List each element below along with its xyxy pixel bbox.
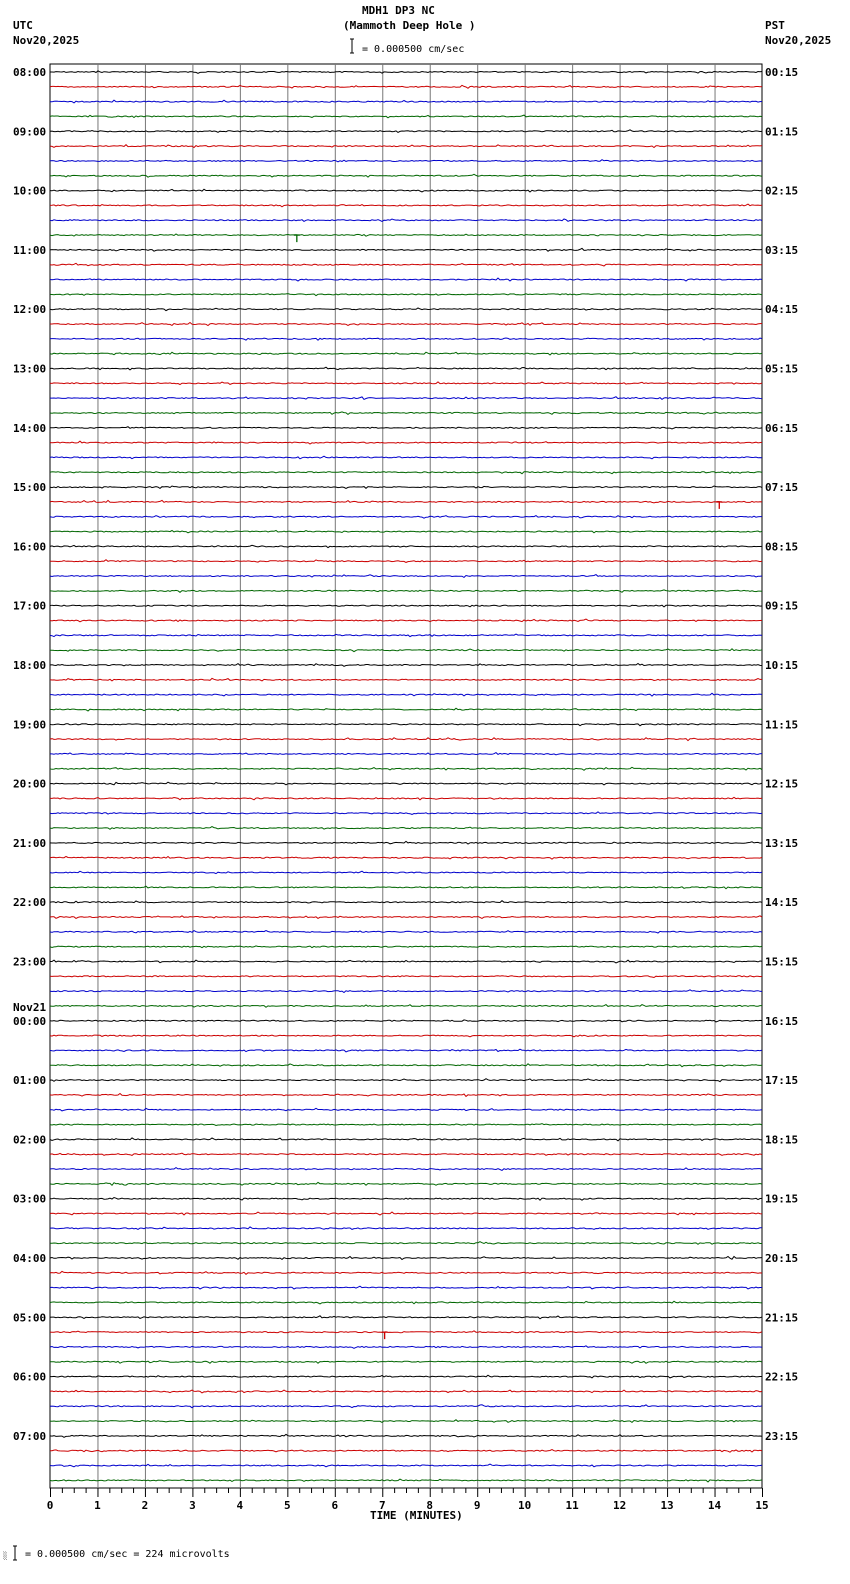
x-tick-label: 11 [565, 1499, 579, 1512]
utc-hour-label: 20:00 [13, 777, 47, 791]
seismic-trace [50, 397, 762, 400]
x-tick-label: 15 [755, 1499, 769, 1512]
seismic-trace [50, 352, 762, 355]
scale-bar-icon [350, 39, 354, 53]
x-tick-label: 1 [94, 1499, 101, 1512]
seismic-trace [50, 219, 762, 221]
seismic-trace [50, 960, 762, 963]
seismic-trace [50, 827, 762, 830]
seismic-trace [50, 145, 762, 148]
seismic-trace [50, 115, 762, 118]
x-tick-label: 2 [141, 1499, 149, 1512]
pst-hour-label: 14:15 [765, 896, 799, 910]
utc-hour-label: 08:00 [13, 66, 47, 79]
pst-hour-label: 18:15 [765, 1133, 799, 1147]
pst-hour-label: 20:15 [765, 1252, 799, 1265]
utc-label: UTC [13, 19, 33, 32]
seismic-trace [50, 294, 762, 296]
pst-hour-label: 00:15 [765, 66, 799, 79]
seismic-trace [50, 560, 762, 563]
pst-label: PST [765, 19, 785, 32]
pst-hour-label: 06:15 [765, 421, 799, 435]
footer-mark-icon: ░ [3, 1552, 8, 1560]
seismic-trace [50, 901, 762, 903]
seismic-trace [50, 1420, 762, 1423]
seismic-event [716, 502, 722, 509]
seismic-trace [50, 441, 762, 444]
seismic-trace [50, 753, 762, 755]
seismic-trace [50, 1064, 762, 1067]
utc-hour-label: 17:00 [13, 599, 47, 613]
seismic-trace [50, 590, 762, 592]
date-change-label: Nov21 [13, 1000, 47, 1014]
seismic-trace [50, 1375, 762, 1378]
seismic-trace [50, 812, 762, 815]
seismic-trace [50, 160, 762, 162]
utc-hour-label: 07:00 [13, 1429, 47, 1443]
seismic-trace [50, 1434, 762, 1437]
x-tick-label: 8 [426, 1499, 434, 1512]
utc-hour-label: 02:00 [13, 1133, 47, 1147]
seismic-trace [50, 1286, 762, 1289]
pst-hour-label: 07:15 [765, 481, 799, 495]
station-title: MDH1 DP3 NC [362, 4, 435, 17]
x-tick-label: 6 [331, 1499, 339, 1512]
utc-date: Nov20,2025 [13, 34, 80, 47]
x-tick-label: 14 [707, 1499, 722, 1512]
seismic-trace [50, 174, 762, 177]
seismic-trace [50, 1227, 762, 1230]
seismic-trace [50, 1390, 762, 1393]
seismic-trace [50, 649, 762, 652]
utc-hour-label: 01:00 [13, 1074, 47, 1088]
seismic-trace [50, 1464, 762, 1467]
pst-hour-label: 05:15 [765, 362, 799, 376]
utc-hour-label: 18:00 [13, 659, 47, 672]
seismic-trace [50, 472, 762, 474]
x-tick-label: 3 [189, 1499, 196, 1512]
seismic-trace [50, 708, 762, 711]
seismic-trace [50, 1257, 762, 1260]
seismic-trace [50, 338, 762, 340]
utc-hour-label: 22:00 [13, 896, 47, 910]
x-tick-label: 9 [473, 1499, 481, 1512]
plot-frame [50, 64, 762, 1488]
seismic-trace [50, 693, 762, 696]
seismic-trace [50, 85, 762, 88]
seismic-trace [50, 1212, 762, 1215]
x-axis-label: TIME (MINUTES) [370, 1509, 463, 1522]
pst-hour-label: 04:15 [765, 303, 799, 317]
seismic-trace [50, 100, 762, 103]
seismic-trace [50, 323, 762, 326]
seismic-trace [50, 1479, 762, 1482]
pst-hour-label: 23:15 [765, 1429, 799, 1443]
seismic-trace [50, 1124, 762, 1126]
seismic-trace [50, 1405, 762, 1408]
seismic-trace [50, 500, 762, 503]
pst-hour-label: 08:15 [765, 540, 799, 554]
seismic-trace [50, 308, 762, 311]
pst-hour-label: 16:15 [765, 1014, 799, 1028]
utc-hour-label: 21:00 [13, 836, 47, 850]
seismic-trace [50, 234, 762, 236]
seismic-trace [50, 278, 762, 281]
seismic-trace [50, 678, 762, 681]
pst-hour-label: 21:15 [765, 1311, 799, 1325]
utc-hour-label: 14:00 [13, 421, 47, 435]
seismic-trace [50, 664, 762, 667]
seismic-trace [50, 1108, 762, 1111]
seismic-trace [50, 486, 762, 488]
seismic-trace [50, 782, 762, 785]
pst-hour-label: 03:15 [765, 243, 799, 257]
seismic-trace [50, 976, 762, 978]
utc-hour-label: 00:00 [13, 1014, 47, 1028]
seismic-trace [50, 841, 762, 844]
seismic-trace [50, 990, 762, 993]
seismic-trace [50, 1138, 762, 1141]
seismic-trace [50, 738, 762, 741]
seismic-trace [50, 412, 762, 415]
seismic-trace [50, 1153, 762, 1155]
utc-hour-label: 04:00 [13, 1252, 47, 1265]
seismic-trace [50, 1168, 762, 1171]
seismic-trace [50, 871, 762, 873]
seismic-trace [50, 916, 762, 919]
seismic-trace [50, 946, 762, 948]
station-location: (Mammoth Deep Hole ) [343, 19, 476, 32]
seismic-trace [50, 1182, 762, 1185]
seismic-trace [50, 456, 762, 459]
seismic-trace [50, 71, 762, 73]
pst-hour-label: 13:15 [765, 836, 799, 850]
pst-hour-label: 19:15 [765, 1192, 799, 1206]
seismic-trace [50, 189, 762, 192]
seismic-trace [50, 263, 762, 266]
seismic-trace [50, 1020, 762, 1022]
pst-hour-label: 17:15 [765, 1074, 799, 1088]
seismic-trace [50, 724, 762, 726]
seismic-trace [50, 516, 762, 519]
seismic-trace [50, 605, 762, 607]
seismic-trace [50, 1094, 762, 1097]
utc-hour-label: 11:00 [13, 243, 47, 257]
seismic-trace [50, 204, 762, 207]
scale-text: = 0.000500 cm/sec [362, 44, 465, 55]
seismic-event [294, 235, 300, 242]
seismic-trace [50, 382, 762, 385]
x-tick-label: 4 [236, 1499, 244, 1512]
x-tick-label: 7 [378, 1499, 386, 1512]
seismic-trace [50, 1049, 762, 1052]
seismic-trace [50, 634, 762, 637]
pst-hour-label: 02:15 [765, 184, 799, 198]
seismic-trace [50, 1331, 762, 1333]
pst-hour-label: 22:15 [765, 1370, 799, 1384]
seismic-trace [50, 130, 762, 133]
x-tick-label: 10 [518, 1499, 532, 1512]
seismic-trace [50, 1450, 762, 1453]
seismic-trace [50, 367, 762, 370]
x-tick-label: 0 [46, 1499, 54, 1512]
seismic-trace [50, 545, 762, 547]
utc-hour-label: 03:00 [13, 1192, 47, 1206]
seismic-trace [50, 857, 762, 860]
seismic-trace [50, 1198, 762, 1201]
seismic-trace [50, 248, 762, 251]
seismic-trace [50, 931, 762, 933]
utc-hour-label: 09:00 [13, 125, 47, 139]
utc-hour-label: 12:00 [13, 303, 47, 317]
pst-hour-label: 12:15 [765, 777, 799, 791]
utc-hour-label: 16:00 [13, 540, 47, 554]
seismic-trace [50, 531, 762, 533]
x-tick-label: 12 [612, 1499, 627, 1512]
utc-hour-label: 05:00 [13, 1311, 47, 1325]
seismic-trace [50, 619, 762, 622]
seismic-trace [50, 1079, 762, 1082]
utc-hour-label: 19:00 [13, 718, 47, 732]
pst-hour-label: 11:15 [765, 718, 799, 732]
seismic-trace [50, 1361, 762, 1364]
pst-hour-label: 09:15 [765, 599, 799, 613]
utc-hour-label: 10:00 [13, 184, 47, 198]
seismic-trace [50, 1346, 762, 1349]
seismic-trace [50, 1035, 762, 1037]
seismic-trace [50, 1005, 762, 1008]
seismic-trace [50, 797, 762, 800]
seismic-trace [50, 767, 762, 770]
utc-hour-label: 13:00 [13, 362, 47, 376]
seismic-trace [50, 575, 762, 578]
seismic-trace [50, 886, 762, 889]
pst-hour-label: 10:15 [765, 659, 799, 672]
pst-hour-label: 15:15 [765, 955, 799, 969]
x-tick-label: 5 [284, 1499, 291, 1512]
utc-hour-label: 06:00 [13, 1370, 47, 1384]
seismic-trace [50, 427, 762, 429]
utc-hour-label: 23:00 [13, 955, 47, 969]
seismic-trace [50, 1316, 762, 1319]
seismic-trace [50, 1242, 762, 1245]
pst-hour-label: 01:15 [765, 125, 799, 139]
footer-scale-bar-icon [13, 1546, 17, 1560]
pst-date: Nov20,2025 [765, 34, 832, 47]
footer-scale-text: = 0.000500 cm/sec = 224 microvolts [25, 1549, 230, 1560]
seismic-trace [50, 1271, 762, 1274]
x-tick-label: 13 [660, 1499, 674, 1512]
seismic-trace [50, 1301, 762, 1304]
utc-hour-label: 15:00 [13, 481, 47, 495]
